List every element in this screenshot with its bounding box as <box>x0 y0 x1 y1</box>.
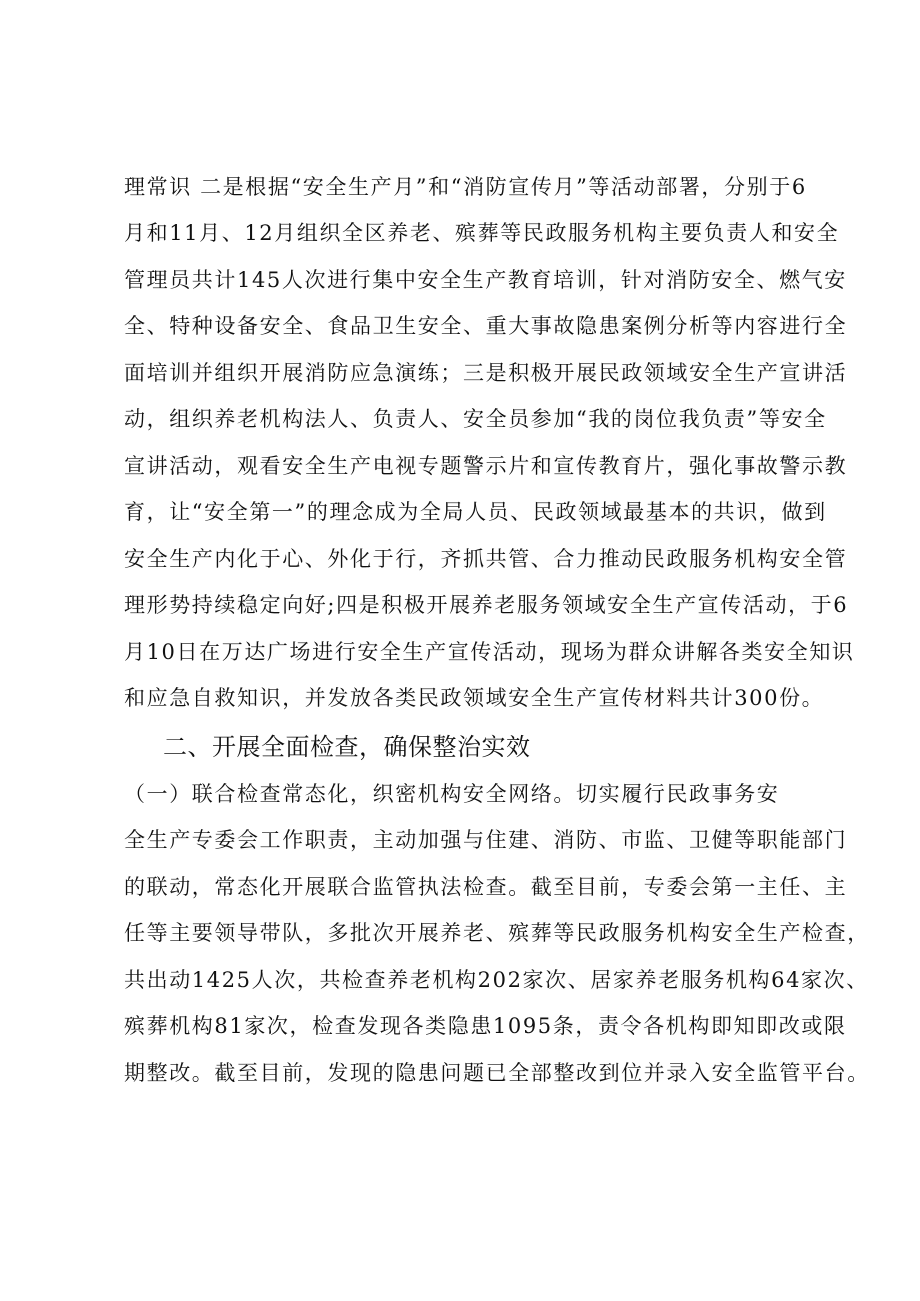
paragraph-line: 理常识 二是根据“安全生产月”和“消防宣传月”等活动部署，分别于6 <box>124 175 807 199</box>
paragraph-line: 管理员共计145人次进行集中安全生产教育培训，针对消防安全、燃气安 <box>124 268 847 292</box>
paragraph-line: 月和11月、12月组织全区养老、殡葬等民政服务机构主要负责人和安全 <box>124 221 840 245</box>
paragraph-line: 安全生产内化于心、外化于行，齐抓共管、合力推动民政服务机构安全管 <box>124 547 848 571</box>
paragraph-line: 理形势持续稳定向好;四是积极开展养老服务领域安全生产宣传活动，于6 <box>124 593 849 617</box>
paragraph-line: 动，组织养老机构法人、负责人、安全员参加“我的岗位我负责”等安全 <box>124 407 827 431</box>
paragraph-line: 和应急自救知识，并发放各类民政领域安全生产宣传材料共计300份。 <box>124 686 825 710</box>
paragraph-line: 共出动1425人次，共检查养老机构202家次、居家养老服务机构64家次、 <box>124 968 869 992</box>
paragraph-line: 面培训并组织开展消防应急演练；三是积极开展民政领域安全生产宣讲活 <box>124 361 848 385</box>
paragraph-line: 全、特种设备安全、食品卫生安全、重大事故隐患案例分析等内容进行全 <box>124 314 848 338</box>
paragraph-line: 的联动，常态化开展联合监管执法检查。截至目前，专委会第一主任、主 <box>124 875 848 899</box>
paragraph-line: 月10日在万达广场进行安全生产宣传活动，现场为群众讲解各类安全知识 <box>124 640 855 664</box>
paragraph-line: （一）联合检查常态化，织密机构安全网络。切实履行民政事务安 <box>124 782 780 806</box>
paragraph-line: 育，让“安全第一”的理念成为全局人员、民政领域最基本的共识，做到 <box>124 500 827 524</box>
paragraph-line: 期整改。截至目前，发现的隐患问题已全部整改到位并录入安全监管平台。 <box>124 1061 870 1085</box>
paragraph-line: 殡葬机构81家次，检查发现各类隐患1095条，责令各机构即知即改或限 <box>124 1014 847 1038</box>
paragraph-line: 宣讲活动，观看安全生产电视专题警示片和宣传教育片，强化事故警示教 <box>124 454 848 478</box>
paragraph-line: 全生产专委会工作职责，主动加强与住建、消防、市监、卫健等职能部门 <box>124 828 848 852</box>
paragraph-line: 任等主要领导带队，多批次开展养老、殡葬等民政服务机构安全生产检查， <box>124 921 870 945</box>
section-heading: 二、开展全面检查，确保整治实效 <box>163 733 531 761</box>
